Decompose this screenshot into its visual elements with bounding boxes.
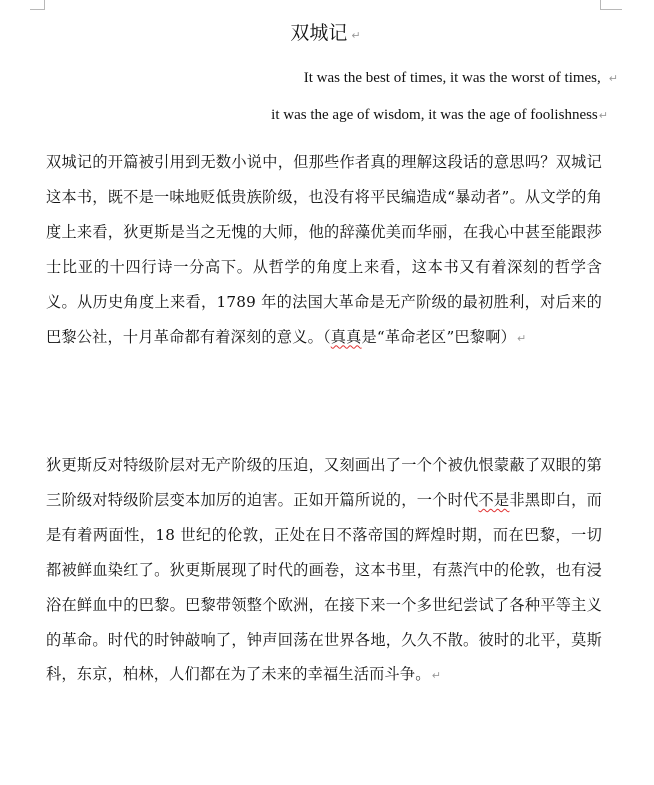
spellcheck-flagged-word[interactable]: 不是 (478, 490, 510, 509)
page-corner-top-right (600, 0, 601, 10)
paragraph-mark-icon: ↵ (431, 669, 442, 683)
epigraph-line-2[interactable] (271, 105, 608, 126)
epigraph-line-1[interactable] (304, 68, 618, 89)
epigraph-text-1: It was the best of times, it was the worst of times, (303, 70, 601, 86)
paragraph-mark-icon: ↵ (601, 72, 618, 85)
epigraph-text-2: it was the age of wisdom, it was the age of foolishness (271, 107, 598, 123)
body-paragraph-1[interactable] (46, 145, 602, 356)
paragraph-text: 是“革命老区”巴黎啊） (361, 327, 516, 346)
document-title[interactable] (0, 22, 654, 44)
paragraph-mark-icon: ↵ (351, 29, 361, 42)
page-corner-top-left (44, 0, 45, 10)
paragraph-mark-icon: ↵ (516, 331, 527, 345)
spellcheck-flagged-word[interactable]: 真真 (330, 327, 362, 346)
paragraph-text: 双城记的开篇被引用到无数小说中，但那些作者真的理解这段话的意思吗？双城记这本书，既不是一味地贬低贵族阶级，也没有将平民编造成“暴动者”。从文学的角度上来看，狄更斯是当之无愧的大师，他的辞藻优美而华丽，在我心中甚至能跟莎士比亚的十四行诗一分高下。从哲学的角度上来看，这本书又有着深刻的哲学含义。从历史角度上来看，1789 年的法国大革命是无产阶级的最初胜利，对后来的巴黎公社，十月革命都有着深刻的意义。（ (46, 153, 602, 346)
body-paragraph-2[interactable] (46, 448, 602, 694)
paragraph-mark-icon: ↵ (598, 109, 608, 122)
paragraph-text: 狄更斯反对特级阶层对无产阶级的压迫，又刻画出了一个个被仇恨蒙蔽了双眼的第三阶级对特级阶层变本加厉的迫害。正如开篇所说的，一个时代 (46, 456, 602, 509)
paragraph-text: 非黑即白，而是有着两面性，18 世纪的伦敦，正处在日不落帝国的辉煌时期，而在巴黎，一切都被鲜血染红了。狄更斯展现了时代的画卷，这本书里，有蒸汽中的伦敦，也有浸浴在鲜血中的巴黎。巴黎带领整个欧洲，在接下来一个多世纪尝试了各种平等主义的革命。时代的时钟敲响了，钟声回荡在世界各地，久久不散。彼时的北平，莫斯科，东京，柏林，人们都在为了未来的幸福生活而斗争。 (46, 490, 603, 684)
title-text: 双城记 (290, 22, 348, 44)
